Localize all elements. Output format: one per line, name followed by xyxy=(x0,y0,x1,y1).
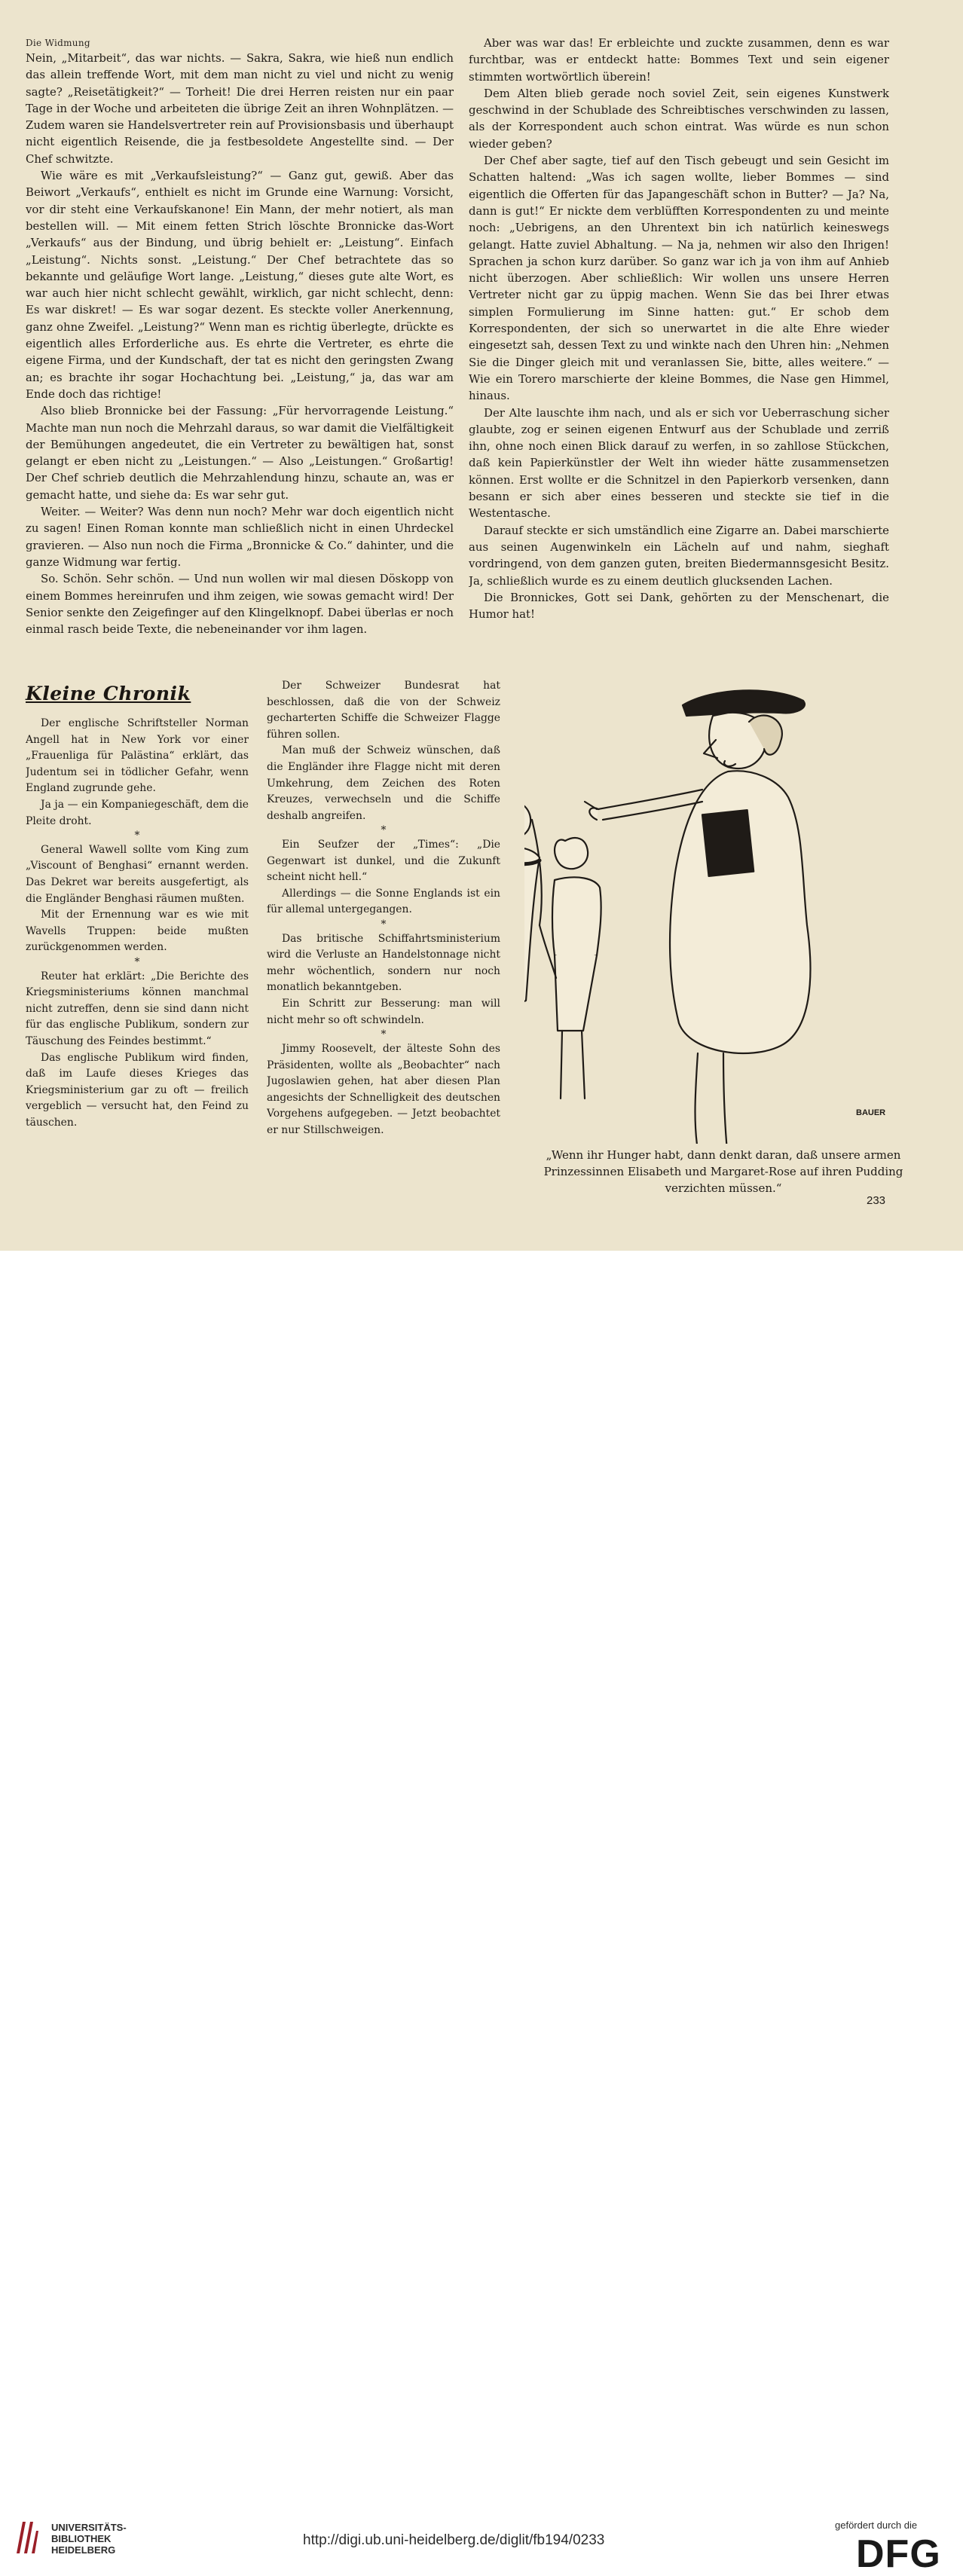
chronik-item: Allerdings — die Sonne Englands ist ein für allemal untergegangen. xyxy=(267,887,500,916)
separator-asterisk: * xyxy=(381,824,387,837)
cartoon-signature: BAUER xyxy=(856,1108,886,1117)
dfg-logo: DFG xyxy=(856,2532,941,2576)
story-paragraph: Weiter. — Weiter? Was denn nun noch? Mehr war doch eigentlich nicht zu sagen! Einen Roman konnte man schließlich nicht in einen Uhrdeckel gravieren. — Also nun noch die Firma „Bronnicke & Co.“ dahinter, und die ganze Widmung war fertig. xyxy=(26,505,454,569)
chronik-item: Das britische Schiffahrtsministerium wird die Verluste an Handelstonnage nicht mehr wöchentlich, sondern nur noch monatlich bekanntgeben. xyxy=(267,932,500,994)
chronik-item: Ein Seufzer der „Times“: „Die Gegenwart ist dunkel, und die Zukunft scheint nicht hell.“ xyxy=(267,839,500,884)
story-paragraph: Aber was war das! Er erbleichte und zuckte zusammen, denn es war furchtbar, was er entdeckt hatte: Bommes Text und sein eigener stimmten wortwörtlich überein! xyxy=(469,36,889,84)
chronik-item: Ja ja — ein Kompaniegeschäft, dem die Pleite droht. xyxy=(26,798,249,827)
story-paragraph: Nein, „Mitarbeit“, das war nichts. — Sakra, Sakra, wie hieß nun endlich das allein treffende Wort, mit dem man nicht zu viel und nicht zu wenig sagte? „Reisetätigkeit?“ — Torheit! Die drei Herren reisten nur ein paar Tage in der Woche und arbeiteten die übrige Zeit an ihren Wohnplätzen. — Zudem waren sie Handelsvertreter rein auf Provisionsbasis und überhaupt nicht eigentlich Reisende, die ja festbesoldete Angestellte sind. — Der Chef schwitzte. xyxy=(26,51,454,166)
separator-asterisk: * xyxy=(134,830,140,842)
chronik-column-left xyxy=(26,716,249,1209)
running-header: Die Widmung xyxy=(26,38,90,48)
story-paragraph: Also blieb Bronnicke bei der Fassung: „Für hervorragende Leistung.“ Machte man nun noch die Mehrzahl daraus, so war damit die Vielfältigkeit der Bemühungen angedeutet, die ein Vertreter zu bewältigen hat, sonst gelangt er eben nicht zu „Leistungen.“ — Also „Leistungen.“ Großartig! Der Chef schrieb deutlich die Mehrzahlendung hinzu, schaute an, was er gemacht hatte, und siehe da: Es war sehr gut. xyxy=(26,404,454,502)
scanned-page xyxy=(0,0,963,1251)
ub-heidelberg-logo-icon xyxy=(15,2520,39,2555)
separator-asterisk: * xyxy=(381,1028,387,1041)
chronik-item: Mit der Ernennung war es wie mit Wavells Truppen: beide mußten zurückgenommen werden. xyxy=(26,909,249,954)
separator-asterisk: * xyxy=(134,956,140,968)
source-url[interactable]: http://digi.ub.uni-heidelberg.de/diglit/fb194/0233 xyxy=(303,2532,605,2548)
page-number: 233 xyxy=(867,1194,886,1207)
chronik-item: Jimmy Roosevelt, der älteste Sohn des Präsidenten, wollte als „Beobachter“ nach Jugoslawien gehen, hat aber diesen Plan angesichts der Schnelligkeit des deutschen Vorgehens aufgegeben. — Jetzt beobachtet er nur Stillschweigen. xyxy=(267,1042,500,1136)
chronik-item: Das englische Publikum wird finden, daß im Laufe dieses Krieges das Kriegsministerium gar zu oft — freilich vergeblich — versucht hat, den Feind zu täuschen. xyxy=(26,1051,249,1129)
story-paragraph: Dem Alten blieb gerade noch soviel Zeit, sein eigenes Kunstwerk geschwind in der Schublade des Schreibtisches verschwinden zu lassen, als der Korrespondent auch schon eintrat. Was würde es nun schon wieder geben? xyxy=(469,86,889,151)
chronik-item: Reuter hat erklärt: „Die Berichte des Kriegsministeriums können manchmal nicht zutreffen, denn sie sind dann nicht für das englische Publikum, sondern zur Täuschung des Feindes bestimmt.“ xyxy=(26,970,249,1048)
story-column-left xyxy=(26,50,454,659)
chronik-item: Der Schweizer Bundesrat hat beschlossen, daß die von der Schweiz gecharterten Schiffe die Schweizer Flagge führen sollen. xyxy=(267,680,500,741)
section-title: Kleine Chronik xyxy=(26,683,191,704)
funded-by-text: gefördert durch die xyxy=(835,2519,918,2531)
cartoon-illustration xyxy=(524,677,916,1144)
chronik-item: Der englische Schriftsteller Norman Angell hat in New York vor einer „Frauenliga für Palästina“ erklärt, das Judentum sei in tödlicher Gefahr, wenn England zugrunde gehe. xyxy=(26,717,249,795)
library-name xyxy=(51,2522,127,2556)
library-name-line: HEIDELBERG xyxy=(51,2544,116,2556)
digitization-footer xyxy=(0,1251,963,2576)
library-name-line: UNIVERSITÄTS- xyxy=(51,2522,127,2533)
story-paragraph: Darauf steckte er sich umständlich eine Zigarre an. Dabei marschierte aus seinen Augenwinkeln ein Lächeln auf und nahm, sieghaft vordringend, von dem ganzen guten, breiten Biedermannsgesicht Besitz. Ja, schließlich wurde es zu einem deutlich glucksenden Lachen. xyxy=(469,523,889,588)
story-paragraph: Der Alte lauschte ihm nach, und als er sich vor Ueberraschung sicher glaubte, zog er seinen eigenen Entwurf aus der Schublade und zerriß ihn, ohne noch einen Blick darauf zu werfen, in so zahllose Stückchen, daß kein Papierkünstler der Welt ihn wieder hätte zusammensetzen können. Erst wollte er die Schnitzel in den Papierkorb versenken, dann besann er sich aber eines besseren und steckte sie tief in die Westentasche. xyxy=(469,405,889,521)
chronik-column-middle xyxy=(267,678,500,1198)
story-paragraph: Der Chef aber sagte, tief auf den Tisch gebeugt und sein Gesicht im Schatten haltend: „Was ich sagen wollte, lieber Bommes — sind eigentlich die Offerten für das Japangeschäft schon in Butter? — Ja? Na, dann is gut!“ Er nickte dem verblüfften Korrespondenten zu und meinte noch: „Uebrigens, an den Uhrentext bin ich natürlich keineswegs gelangt. Hatte zuviel Abhaltung. — Na ja, nehmen wir also den Ihrigen! Sprachen ja schon kurz darüber. So ganz war ich ja von ihm auf Anhieb nicht überzogen. Aber schließlich: Wir wollen uns unsere Herren Vertreter nicht gar zu üppig machen. Wenn Sie das bei Ihrer etwas simplen Formulierung im Sinne hatten: gut.“ Er schob dem Korrespondenten, der sich so unerwartet in die alte Ehre wieder eingesetzt sah, dessen Text zu und winkte nach den Uhren hin: „Nehmen Sie die Dinger gleich mit und veranlassen Sie, bitte, alles weitere.“ — Wie ein Torero marschierte der kleine Bommes, die Nase gen Himmel, hinaus. xyxy=(469,154,889,403)
library-name-line: BIBLIOTHEK xyxy=(51,2533,112,2544)
story-column-right xyxy=(469,35,889,652)
story-paragraph: Wie wäre es mit „Verkaufsleistung?“ — Ganz gut, gewiß. Aber das Beiwort „Verkaufs“, enthielt es nicht im Grunde eine Warnung: Vorsicht, vor dir steht eine Verkaufskanone! Ein Mann, der mehr notiert, als man bestellen will. — Mit einem fetten Strich löschte Bronnicke das-Wort „Verkaufs“ aus der Bindung, und übrig behielt er: „Leistung“. Einfach „Leistung“. Nichts sonst. „Leistung.“ Der Chef betrachtete das so bekannte und geläufige Wort lange. „Leistung,“ dieses gute alte Wort, es war auch hier nicht schlecht gewählt, wirklich, gar nicht schlecht, denn: Es war diskret! — Es war sogar dezent. Es steckte voller Anerkennung, ganz ohne Zweifel. „Leistung?“ Wenn man es richtig überlegte, drückte es eigentlich alles Erforderliche aus. Es ehrte die Vertreter, es ehrte die eigene Firma, und der Kundschaft, der tat es nicht den geringsten Zwang an; es brachte ihr sogar Hochachtung bei. „Leistung,“ ja, das war am Ende doch das richtige! xyxy=(26,169,454,401)
cartoon-caption: „Wenn ihr Hunger habt, dann denkt daran, daß unsere armen Prinzessinnen Elisabeth und Margaret-Rose auf ihren Pudding verzichten müssen.“ xyxy=(543,1148,903,1195)
story-paragraph: So. Schön. Sehr schön. — Und nun wollen wir mal diesen Döskopp von einem Bommes hereinrufen und ihm zeigen, wie sowas gemacht wird! Der Senior senkte den Zeigefinger auf den Klingelknopf. Dabei überlas er noch einmal rasch beide Texte, die nebeneinander vor ihm lagen. xyxy=(26,572,454,637)
chronik-item: Man muß der Schweiz wünschen, daß die Engländer ihre Flagge nicht mit deren Umkehrung, dem Zeichen des Roten Kreuzes, verwechseln und die Schiffe deshalb angreifen. xyxy=(267,744,500,822)
chronik-item: General Wawell sollte vom King zum „Viscount of Benghasi“ ernannt werden. Das Dekret war bereits ausgefertigt, als die Engländer Benghasi räumen mußten. xyxy=(26,843,249,905)
story-paragraph: Die Bronnickes, Gott sei Dank, gehörten zu der Menschenart, die Humor hat! xyxy=(469,590,889,622)
separator-asterisk: * xyxy=(381,918,387,930)
chronik-item: Ein Schritt zur Besserung: man will nicht mehr so oft schwindeln. xyxy=(267,998,500,1026)
